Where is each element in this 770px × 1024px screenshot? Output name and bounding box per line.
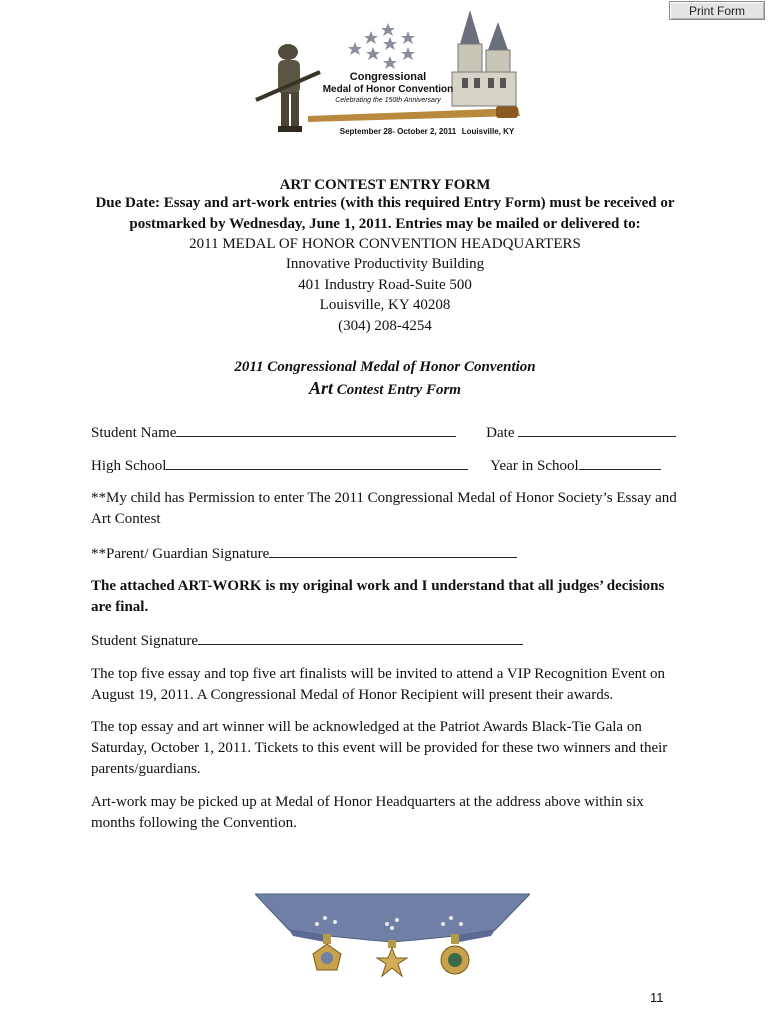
high-school-label: High School <box>91 458 167 474</box>
convention-logo <box>238 8 528 158</box>
date-field[interactable] <box>518 422 676 437</box>
medals-image <box>255 890 530 990</box>
phone-number: (304) 208-4254 <box>338 318 432 334</box>
subtitle-art-word: Art <box>309 378 334 398</box>
logo-graphic <box>238 8 528 158</box>
stars-icon <box>348 23 415 69</box>
medal-center-icon <box>377 940 407 976</box>
student-name-label: Student Name <box>91 425 177 441</box>
student-signature-field[interactable] <box>198 630 523 645</box>
logo-line3: Celebrating the 150th Anniversary <box>335 97 441 104</box>
bat-icon <box>308 106 520 122</box>
address-line3: 401 Industry Road-Suite 500 <box>298 277 472 293</box>
student-name-row <box>91 422 701 444</box>
address-line4: Louisville, KY 40208 <box>319 297 451 313</box>
address-line2: Innovative Productivity Building <box>285 256 485 272</box>
student-name-field[interactable] <box>176 422 456 437</box>
logo-line1: Congressional <box>349 71 427 83</box>
logo-line2: Medal of Honor Convention <box>322 84 454 95</box>
permission-text: **My child has Permission to enter The 2011 Congressional Medal of Honor Society’s Essay and Art Contest <box>91 490 677 527</box>
medals-icon <box>255 890 530 990</box>
year-field[interactable] <box>579 455 661 470</box>
logo-city: Louisville, KY <box>461 127 515 136</box>
paragraph-winners: The top essay and art winner will be acknowledged at the Patriot Awards Black-Tie Gala on Saturday, October 1, 2011. Tickets to this event will be provided for these two winners and their parents/guardians. <box>91 719 668 777</box>
high-school-field[interactable] <box>166 455 468 470</box>
due-date-line2: postmarked by Wednesday, June 1, 2011. Entries may be mailed or delivered to: <box>129 216 641 232</box>
spires-icon <box>452 10 516 106</box>
print-form-button[interactable]: Print Form <box>669 1 765 20</box>
subtitle-rest: Contest Entry Form <box>333 382 461 398</box>
address-line1: 2011 MEDAL OF HONOR CONVENTION HEADQUARTERS <box>189 236 581 252</box>
parent-signature-label: **Parent/ Guardian Signature <box>91 546 270 562</box>
paragraph-pickup: Art-work may be picked up at Medal of Honor Headquarters at the address above within six months following the Convention. <box>91 794 644 831</box>
student-signature-row <box>91 630 691 652</box>
form-title: ART CONTEST ENTRY FORM <box>279 177 491 193</box>
original-work-statement: The attached ART-WORK is my original work and I understand that all judges’ decisions are final. <box>91 578 665 615</box>
subtitle-line1: 2011 Congressional Medal of Honor Convention <box>234 359 536 375</box>
page-number: 11 <box>650 990 664 1005</box>
logo-dates: September 28- October 2, 2011 <box>339 127 457 136</box>
parent-signature-field[interactable] <box>269 543 517 558</box>
date-label: Date <box>486 425 515 441</box>
subtitle-line2 <box>60 378 710 399</box>
student-signature-label: Student Signature <box>91 633 199 649</box>
paragraph-finalists: The top five essay and top five art finalists will be invited to attend a VIP Recognition Event on August 19, 2011. A Congressional Medal of Honor Recipient will present their awards. <box>91 666 666 703</box>
year-label: Year in School <box>490 458 579 474</box>
high-school-row <box>91 455 701 477</box>
parent-signature-row <box>91 543 691 565</box>
due-date-line1: Due Date: Essay and art-work entries (with this required Entry Form) must be received or <box>95 195 675 211</box>
